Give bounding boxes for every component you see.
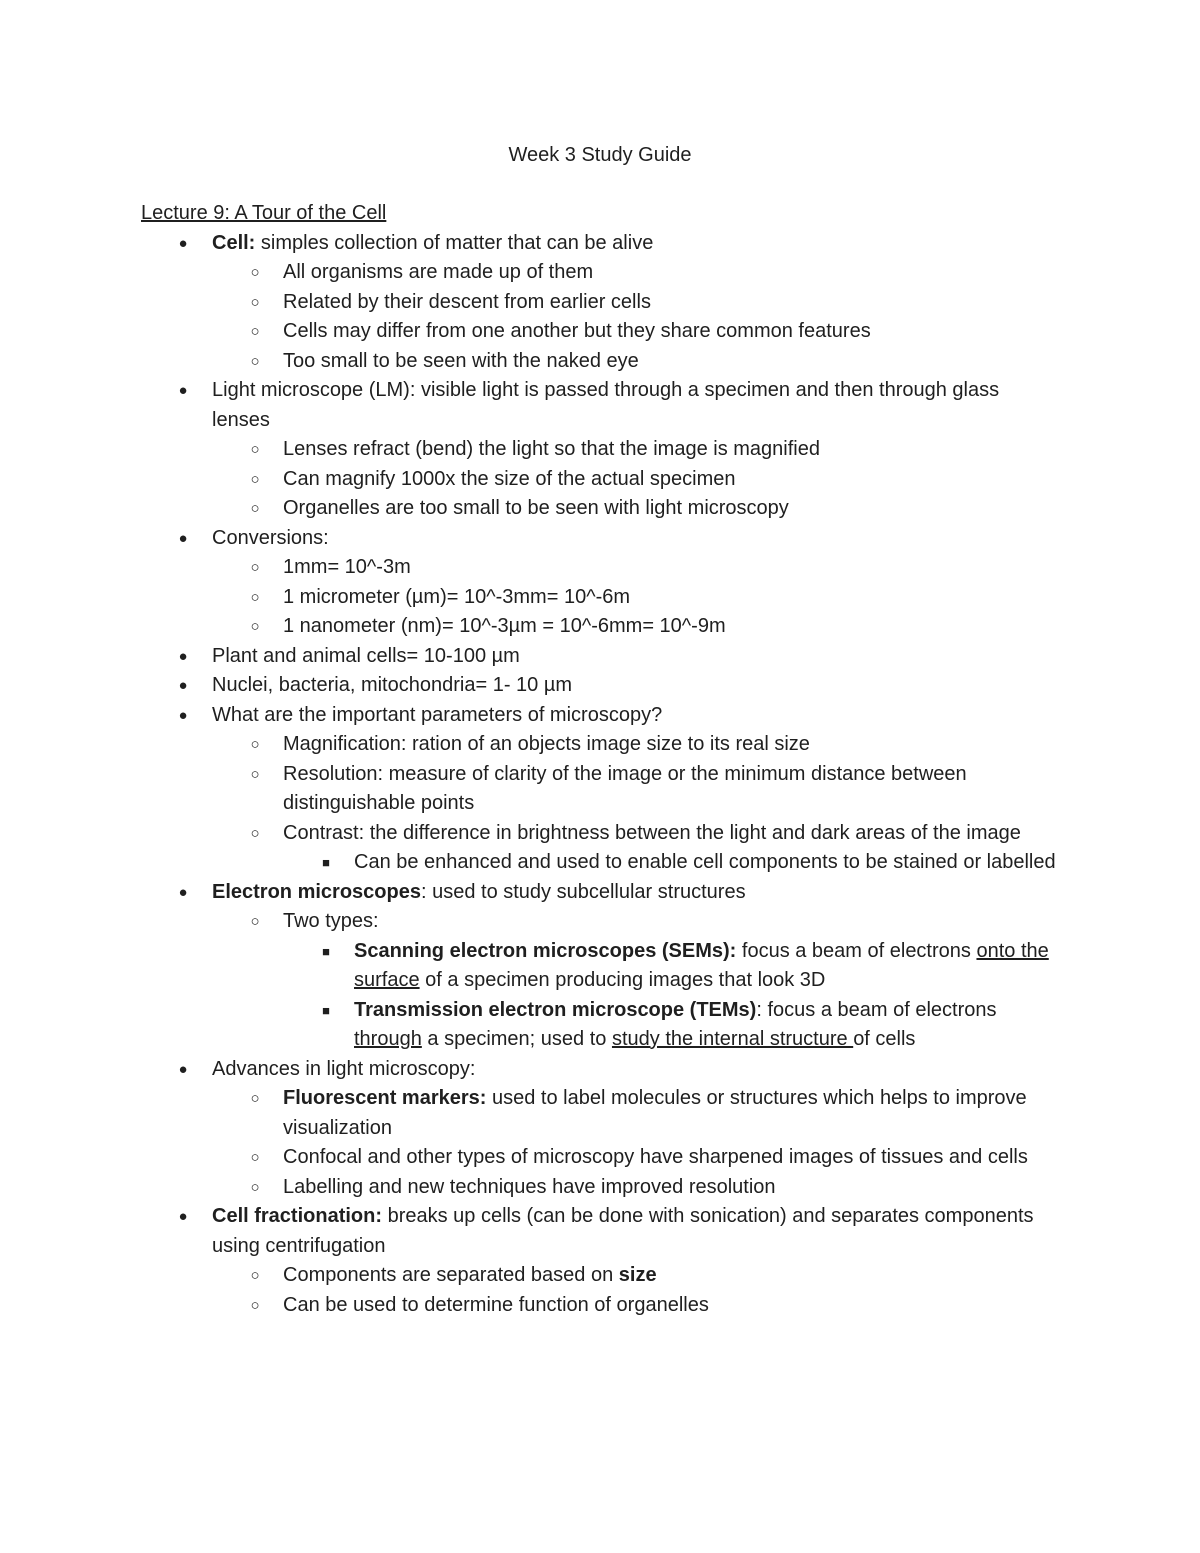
item-text: Plant and animal cells= 10-100 µm [212, 644, 520, 667]
item-text: Can be used to determine function of organelles [283, 1293, 709, 1316]
item-text: All organisms are made up of them [283, 261, 594, 283]
sub-item [212, 819, 1061, 878]
sub-item [212, 760, 1061, 819]
filled-bullet-icon: ● [178, 883, 188, 901]
item-text: Cells may differ from one another but they share common features [283, 320, 871, 342]
square-bullet-icon: ■ [322, 1002, 330, 1018]
item-text: 1 nanometer (nm)= 10^-3µm = 10^-6mm= 10^-9m [283, 615, 726, 637]
hollow-bullet-icon: ○ [250, 500, 260, 517]
hollow-bullet-icon: ○ [250, 1267, 260, 1284]
sub-item [212, 494, 1061, 524]
sub-item [212, 347, 1061, 377]
item-text: Two types: [283, 910, 379, 932]
item-text: Nuclei, bacteria, mitochondria= 1- 10 µm [212, 674, 573, 696]
hollow-bullet-icon: ○ [250, 441, 260, 458]
hollow-bullet-icon: ○ [250, 559, 260, 576]
hollow-bullet-icon: ○ [250, 588, 260, 606]
item-text: Confocal and other types of microscopy have sharpened images of tissues and cells [283, 1146, 1028, 1168]
term: Scanning electron microscopes (SEMs): [354, 939, 737, 962]
hollow-bullet-icon: ○ [250, 1090, 260, 1107]
hollow-bullet-icon: ○ [250, 323, 260, 340]
item-text: used to label molecules or structures which helps to improve visualization [283, 1087, 1027, 1139]
underlined-text: onto the surface [354, 939, 1049, 991]
hollow-bullet-icon: ○ [250, 264, 260, 281]
hollow-bullet-icon: ○ [250, 1178, 260, 1196]
sub-item [212, 1143, 1061, 1173]
lecture-heading: Lecture 9: A Tour of the Cell [141, 202, 387, 224]
sub-item [212, 465, 1061, 495]
list-item [141, 1055, 1061, 1203]
hollow-bullet-icon: ○ [250, 736, 260, 753]
item-text: Labelling and new techniques have improved resolution [283, 1175, 776, 1198]
item-text: Can magnify 1000x the size of the actual specimen [283, 467, 736, 490]
sub-sub-list [283, 937, 1061, 1055]
filled-bullet-icon: ● [178, 529, 188, 547]
main-list [141, 229, 1061, 1321]
sub-list [212, 435, 1061, 524]
sub-list [212, 1084, 1061, 1202]
sub-sub-list [283, 848, 1061, 878]
filled-bullet-icon: ● [178, 677, 188, 694]
item-text: Resolution: measure of clarity of the image or the minimum distance between distinguishable points [283, 762, 967, 814]
sub-item [212, 730, 1061, 760]
document-title: Week 3 Study Guide [508, 144, 692, 166]
item-text: Components are separated based on [283, 1264, 619, 1286]
sub-item [212, 553, 1061, 583]
list-item [141, 524, 1061, 642]
item-text: simples collection of matter that can be alive [255, 231, 654, 254]
hollow-bullet-icon: ○ [250, 470, 260, 488]
hollow-bullet-icon: ○ [250, 824, 260, 842]
sub-item [212, 317, 1061, 347]
item-text: Can be enhanced and used to enable cell components to be stained or labelled [354, 851, 1056, 873]
sub-list [212, 553, 1061, 642]
sub-list [212, 258, 1061, 376]
filled-bullet-icon: ● [178, 706, 188, 724]
sub-item [212, 1173, 1061, 1203]
item-text: of cells [853, 1028, 916, 1050]
sub-sub-item [283, 937, 1061, 996]
sub-item [212, 288, 1061, 318]
sub-item [212, 583, 1061, 613]
term: Electron microscopes [212, 880, 421, 903]
item-text: : focus a beam of electrons [756, 998, 997, 1021]
filled-bullet-icon: ● [178, 1060, 188, 1078]
item-text: : used to study subcellular structures [420, 880, 746, 903]
list-item [141, 878, 1061, 1055]
item-text: Light microscope (LM): visible light is passed through a specimen and then through glass lenses [212, 379, 1000, 431]
sub-item [212, 435, 1061, 465]
list-item [141, 1202, 1061, 1320]
underlined-text: through [354, 1028, 422, 1050]
square-bullet-icon: ■ [322, 855, 330, 870]
filled-bullet-icon: ● [178, 1208, 188, 1225]
sub-item [212, 258, 1061, 288]
item-text: Advances in light microscopy: [212, 1057, 476, 1080]
sub-list [212, 907, 1061, 1055]
sub-item [212, 1261, 1061, 1291]
filled-bullet-icon: ● [178, 234, 188, 252]
sub-list [212, 730, 1061, 878]
hollow-bullet-icon: ○ [250, 293, 260, 311]
sub-list [212, 1261, 1061, 1320]
term: Fluorescent markers: [283, 1087, 487, 1109]
item-text: Conversions: [212, 526, 329, 549]
item-text: What are the important parameters of microscopy? [212, 703, 663, 726]
item-text: Organelles are too small to be seen with light microscopy [283, 497, 789, 519]
filled-bullet-icon: ● [178, 647, 188, 665]
sub-item [212, 1084, 1061, 1143]
hollow-bullet-icon: ○ [250, 765, 260, 783]
list-item [141, 701, 1061, 878]
item-text: of a specimen producing images that look 3D [419, 969, 826, 991]
list-item [141, 376, 1061, 524]
sub-sub-item [283, 996, 1061, 1055]
filled-bullet-icon: ● [178, 382, 188, 399]
item-text: Contrast: the difference in brightness between the light and dark areas of the image [283, 821, 1021, 844]
term: Cell: [212, 231, 256, 254]
sub-sub-item [283, 848, 1061, 878]
item-text: a specimen; used to [421, 1028, 612, 1050]
item-text: 1mm= 10^-3m [283, 556, 411, 578]
list-item [141, 642, 1061, 672]
hollow-bullet-icon: ○ [250, 1149, 260, 1166]
square-bullet-icon: ■ [322, 943, 330, 959]
term: Transmission electron microscope (TEMs) [354, 998, 757, 1021]
list-item [141, 671, 1061, 701]
item-text: Related by their descent from earlier cells [283, 290, 651, 313]
sub-item [212, 612, 1061, 642]
list-item [141, 229, 1061, 377]
item-text: 1 micrometer (µm)= 10^-3mm= 10^-6m [283, 585, 631, 608]
item-text: Too small to be seen with the naked eye [283, 349, 639, 372]
bold-text: size [618, 1264, 657, 1286]
sub-item [212, 907, 1061, 1055]
item-text: Magnification: ration of an objects image size to its real size [283, 733, 810, 755]
underlined-text: study the internal structure [611, 1028, 854, 1050]
sub-item [212, 1291, 1061, 1321]
hollow-bullet-icon: ○ [250, 1296, 260, 1314]
hollow-bullet-icon: ○ [250, 352, 260, 370]
document-body [141, 199, 1061, 1320]
term: Cell fractionation: [212, 1205, 383, 1227]
item-text: focus a beam of electrons [736, 939, 977, 962]
hollow-bullet-icon: ○ [250, 913, 260, 930]
item-text: breaks up cells (can be done with sonication) and separates components using centrifugation [212, 1205, 1034, 1257]
hollow-bullet-icon: ○ [250, 618, 260, 635]
item-text: Lenses refract (bend) the light so that the image is magnified [283, 438, 820, 460]
